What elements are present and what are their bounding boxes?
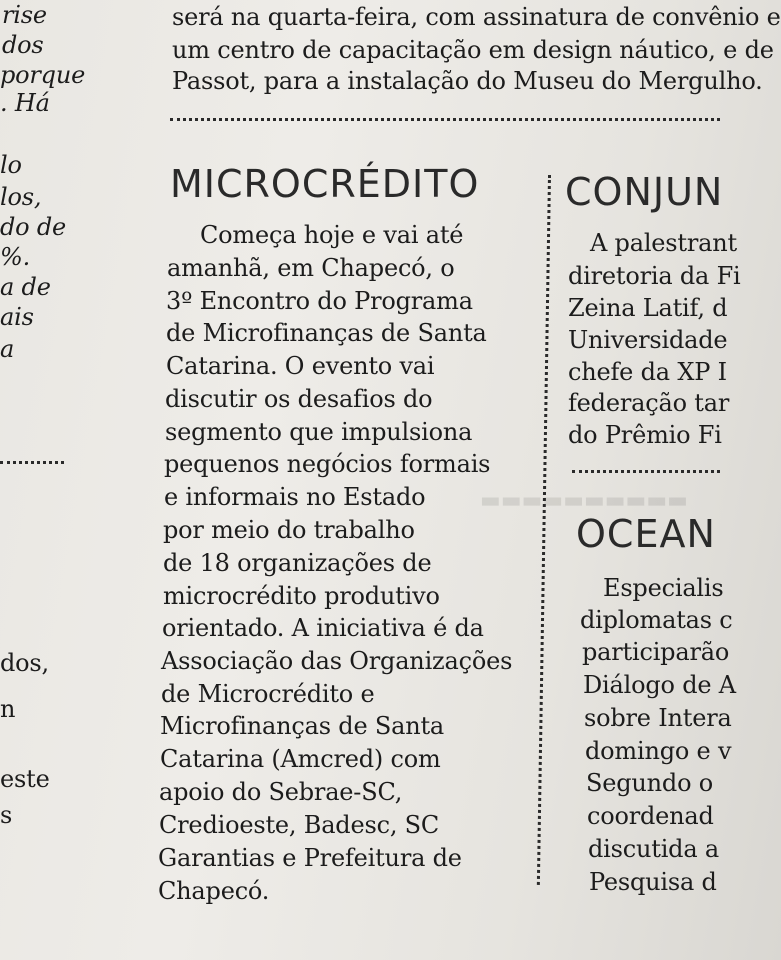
left-fragment-line: s [0, 801, 13, 829]
left-fragment-line: lo [0, 151, 22, 179]
left-fragment-line: rise [2, 1, 47, 29]
article-line: Catarina (Amcred) com [160, 745, 441, 773]
left-fragment-line: ais [0, 303, 34, 331]
article-line: federação tar [568, 389, 730, 417]
article-line: chefe da XP I [568, 358, 727, 386]
article-line: Credioeste, Badesc, SC [159, 811, 440, 839]
article-line: diplomatas c [580, 606, 733, 634]
left-fragment-line: este [0, 765, 50, 793]
bleed-through-texture: ▬▬▬▬▬▬▬▬▬▬ [480, 490, 688, 515]
article-line: coordenad [587, 802, 714, 830]
article-heading: OCEAN [576, 512, 716, 556]
article-line: de Microfinanças de Santa [166, 319, 487, 347]
article-heading: MICROCRÉDITO [170, 162, 480, 206]
article-line: Zeina Latif, d [568, 294, 728, 322]
article-line: discutida a [588, 835, 719, 863]
left-fragment-line: a de [0, 273, 51, 301]
article-line: orientado. A iniciativa é da [162, 614, 484, 642]
article-line: Universidade [568, 326, 728, 354]
left-fragment-line: %. [0, 243, 31, 271]
article-line: participarão [582, 638, 730, 666]
article-line: Chapecó. [158, 877, 270, 905]
article-line: domingo e v [585, 737, 732, 765]
left-fragment-line: dos, [0, 649, 49, 677]
article-line: amanhã, em Chapecó, o [167, 254, 455, 282]
top-article-line: Passot, para a instalação do Museu do Mergulho. [172, 67, 763, 95]
article-line: Diálogo de A [583, 671, 736, 699]
article-line: diretoria da Fi [568, 262, 741, 290]
left-fragment-line: n [0, 695, 16, 723]
article-line: por meio do trabalho [163, 516, 415, 544]
article-line: e informais no Estado [164, 483, 426, 511]
article-line: Microfinanças de Santa [160, 712, 445, 740]
article-line: sobre Intera [584, 704, 732, 732]
left-fragment-line: . Há [0, 89, 50, 117]
article-line: microcrédito produtivo [163, 582, 440, 610]
article-line: Garantias e Prefeitura de [158, 844, 462, 872]
article-line: de 18 organizações de [163, 549, 432, 577]
section-divider [170, 118, 720, 121]
column-divider [537, 175, 551, 885]
article-line: pequenos negócios formais [164, 450, 491, 478]
section-divider [572, 470, 720, 473]
article-line: Começa hoje e vai até [200, 221, 464, 249]
left-fragment-line: los, [0, 183, 42, 211]
article-line: Associação das Organizações [161, 647, 513, 675]
left-fragment-line: do de [0, 213, 67, 241]
article-line: do Prêmio Fi [568, 421, 722, 449]
left-column-divider [0, 461, 64, 464]
article-heading: CONJUN [565, 170, 724, 214]
article-line: A palestrant [590, 229, 737, 257]
article-line: apoio do Sebrae-SC, [159, 778, 403, 806]
article-line: de Microcrédito e [161, 680, 375, 708]
left-fragment-line: a [0, 335, 15, 363]
top-article-line: será na quarta-feira, com assinatura de convênio e [172, 3, 781, 31]
left-fragment-line: porque [0, 61, 86, 89]
article-line: Segundo o [586, 769, 714, 797]
article-line: Pesquisa d [589, 868, 717, 896]
top-article-line: um centro de capacitação em design náutico, e de [172, 36, 774, 64]
article-line: Especialis [603, 574, 724, 602]
article-line: Catarina. O evento vai [166, 352, 435, 380]
left-fragment-line: dos [2, 31, 44, 59]
article-line: 3º Encontro do Programa [166, 287, 473, 315]
article-line: segmento que impulsiona [165, 418, 473, 446]
article-line: discutir os desafios do [165, 385, 433, 413]
